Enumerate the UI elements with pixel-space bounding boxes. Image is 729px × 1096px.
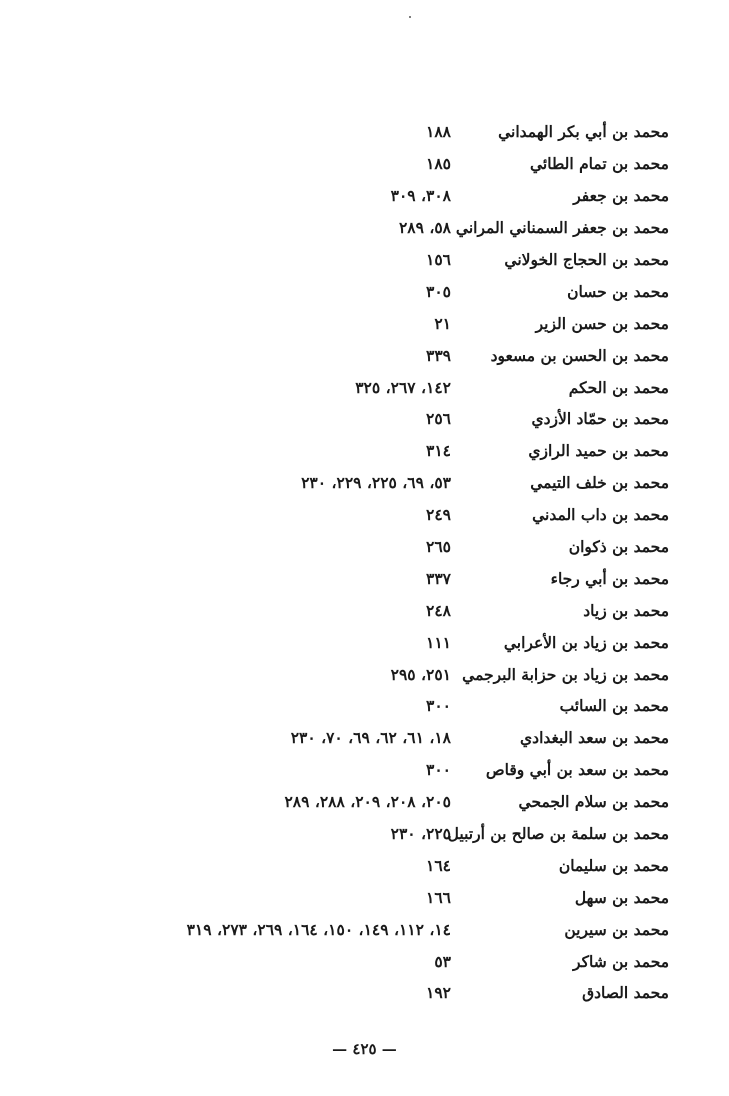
entry-name: محمد الصادق	[582, 983, 669, 1003]
index-entry	[60, 435, 669, 467]
index-entry	[60, 913, 669, 945]
index-entry	[60, 275, 669, 307]
entry-name: محمد بن خلف التيمي	[530, 473, 669, 493]
index-entry	[60, 658, 669, 690]
entry-name: محمد بن حسان	[567, 281, 669, 301]
entry-pages: ١٨، ٦١، ٦٢، ٦٩، ٧٠، ٢٣٠	[290, 728, 451, 748]
entry-name: محمد بن حسن الزير	[535, 313, 669, 333]
entry-pages: ٣٠٨، ٣٠٩	[390, 186, 451, 206]
entry-pages: ٢١	[434, 313, 451, 333]
index-entry	[60, 562, 669, 594]
index-entry	[60, 786, 669, 818]
entry-name: محمد بن سعد بن أبي وقاص	[485, 760, 669, 780]
index-entry	[60, 531, 669, 563]
index-entry	[60, 212, 669, 244]
entry-pages: ٢٦٥	[426, 537, 451, 557]
index-list	[60, 116, 669, 1009]
entry-name: محمد بن سلام الجمحي	[518, 792, 669, 812]
entry-name: محمد بن سهل	[574, 887, 669, 907]
entry-pages: ٣٣٧	[426, 568, 451, 588]
entry-name: محمد بن جعفر	[573, 186, 669, 206]
index-entry	[60, 690, 669, 722]
entry-pages: ١٦٦	[426, 887, 451, 907]
entry-pages: ٢٥٦	[426, 409, 451, 429]
entry-pages: ٢٠٥، ٢٠٨، ٢٠٩، ٢٨٨، ٢٨٩	[284, 792, 451, 812]
index-entry	[60, 722, 669, 754]
index-entry	[60, 626, 669, 658]
entry-name: محمد بن زياد	[583, 600, 669, 620]
entry-name: محمد بن شاكر	[573, 951, 669, 971]
entry-pages: ٥٨، ٢٨٩	[398, 218, 451, 238]
entry-pages: ٣٠٠	[426, 760, 451, 780]
index-entry	[60, 244, 669, 276]
entry-pages: ٢٤٨	[426, 600, 451, 620]
entry-name: محمد بن الحسن بن مسعود	[490, 345, 669, 365]
index-entry	[60, 881, 669, 913]
entry-name: محمد بن حميد الرازي	[528, 441, 669, 461]
entry-pages: ٥٣، ٦٩، ٢٢٥، ٢٢٩، ٢٣٠	[301, 473, 451, 493]
entry-pages: ١٥٦	[426, 250, 451, 269]
entry-pages: ٣١٤	[426, 441, 451, 461]
entry-pages: ١٩٢	[426, 983, 451, 1003]
index-entry	[60, 116, 669, 148]
entry-pages: ٣٠٥	[426, 281, 451, 301]
entry-pages: ٢٢٥، ٢٣٠	[390, 824, 451, 844]
entry-pages: ٣٣٩	[426, 345, 451, 365]
entry-name: محمد بن حمّاد الأزدي	[531, 409, 669, 429]
entry-pages: ١٨٨	[426, 122, 451, 142]
entry-name: محمد بن جعفر السمناني المراني	[455, 218, 669, 238]
entry-name: محمد بن سلمة بن صالح بن أرتبيل	[447, 824, 669, 844]
index-entry	[60, 180, 669, 212]
index-entry	[60, 148, 669, 180]
entry-pages: ١٤٢، ٢٦٧، ٣٢٥	[355, 377, 451, 397]
entry-pages: ٢٤٩	[426, 505, 451, 525]
index-entry	[60, 849, 669, 881]
index-entry	[60, 594, 669, 626]
index-entry	[60, 467, 669, 499]
entry-name: محمد بن السائب	[559, 696, 669, 716]
index-entry	[60, 754, 669, 786]
index-entry	[60, 307, 669, 339]
index-entry	[60, 499, 669, 531]
entry-name: محمد بن زياد بن حزابة البرجمي	[462, 664, 669, 684]
entry-name: محمد بن تمام الطائي	[529, 154, 669, 174]
entry-pages: ١١١	[426, 632, 451, 652]
entry-name: محمد بن داب المدني	[532, 505, 669, 525]
ink-speck	[409, 16, 411, 18]
entry-name: محمد بن سعد البغدادي	[520, 728, 669, 748]
index-entry	[60, 371, 669, 403]
index-entry	[60, 977, 669, 1009]
entry-name: محمد بن سيرين	[564, 919, 669, 939]
index-entry	[60, 403, 669, 435]
index-entry	[60, 945, 669, 977]
entry-name: محمد بن الحكم	[568, 377, 669, 397]
entry-pages: ٥٣	[434, 951, 451, 971]
entry-pages: ١٦٤	[426, 855, 451, 875]
entry-name: محمد بن زياد بن الأعرابي	[503, 632, 669, 652]
entry-name: محمد بن أبي بكر الهمداني	[498, 122, 669, 142]
page-number: — ٤٢٥ —	[332, 1040, 397, 1058]
entry-pages: ٢٥١، ٢٩٥	[390, 664, 451, 684]
entry-name: محمد بن أبي رجاء	[550, 568, 669, 588]
entry-pages: ٣٠٠	[426, 696, 451, 716]
entry-pages: ١٤، ١١٢، ١٤٩، ١٥٠، ١٦٤، ٢٦٩، ٢٧٣، ٣١٩	[186, 919, 451, 939]
index-entry	[60, 339, 669, 371]
entry-name: محمد بن ذكوان	[568, 537, 669, 557]
index-entry	[60, 818, 669, 850]
entry-pages: ١٨٥	[426, 154, 451, 174]
entry-name: محمد بن سليمان	[558, 855, 669, 875]
entry-name: محمد بن الحجاج الخولاني	[504, 250, 669, 269]
